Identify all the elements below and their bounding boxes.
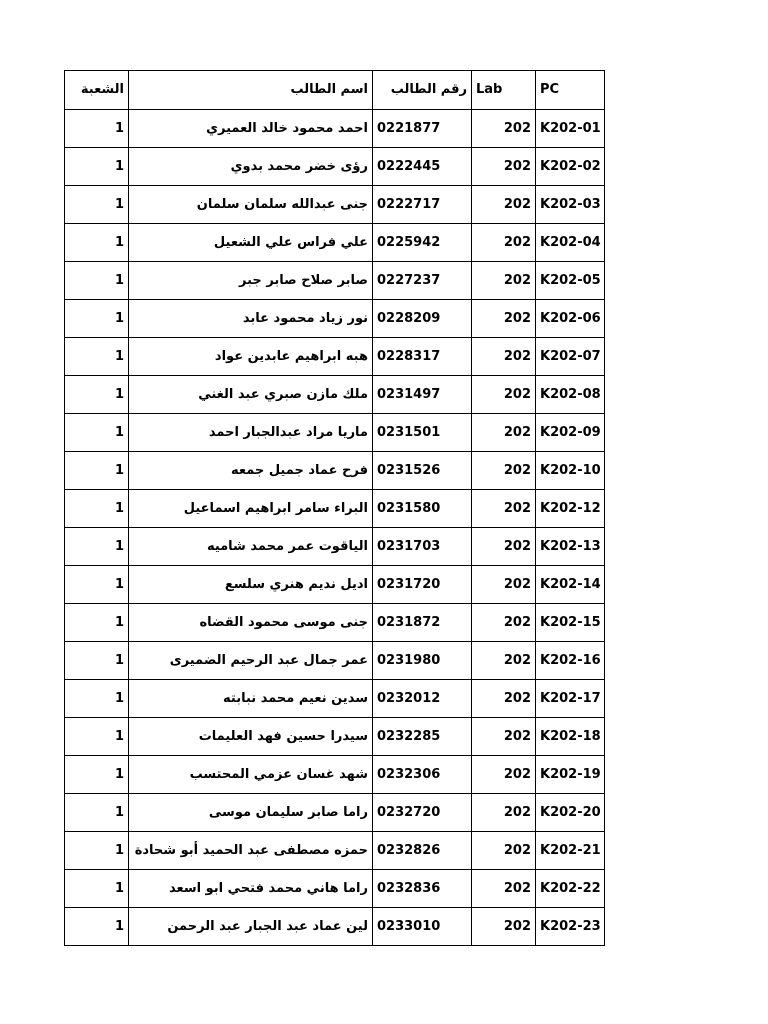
cell-lab: 202 (472, 566, 536, 604)
cell-lab: 202 (472, 490, 536, 528)
table-row (65, 300, 605, 338)
cell-lab: 202 (472, 832, 536, 870)
table-header-row (65, 71, 605, 110)
cell-pc: K202-17 (536, 680, 605, 718)
cell-student-id: 0231526 (373, 452, 472, 490)
cell-lab: 202 (472, 528, 536, 566)
cell-student-id: 0231720 (373, 566, 472, 604)
table-row (65, 338, 605, 376)
table-row (65, 414, 605, 452)
cell-student-name: جنى عبدالله سلمان سلمان (129, 186, 373, 224)
cell-shuba: 1 (65, 376, 129, 414)
cell-lab: 202 (472, 414, 536, 452)
cell-pc: K202-12 (536, 490, 605, 528)
cell-student-id: 0228209 (373, 300, 472, 338)
cell-student-id: 0232306 (373, 756, 472, 794)
cell-lab: 202 (472, 186, 536, 224)
cell-lab: 202 (472, 794, 536, 832)
table-row (65, 110, 605, 148)
cell-shuba: 1 (65, 832, 129, 870)
table-row (65, 452, 605, 490)
cell-pc: K202-22 (536, 870, 605, 908)
cell-student-id: 0233010 (373, 908, 472, 946)
cell-lab: 202 (472, 756, 536, 794)
cell-pc: K202-04 (536, 224, 605, 262)
cell-lab: 202 (472, 452, 536, 490)
cell-pc: K202-14 (536, 566, 605, 604)
cell-lab: 202 (472, 870, 536, 908)
cell-shuba: 1 (65, 148, 129, 186)
cell-student-id: 0231872 (373, 604, 472, 642)
cell-student-id: 0222717 (373, 186, 472, 224)
cell-pc: K202-21 (536, 832, 605, 870)
cell-lab: 202 (472, 224, 536, 262)
cell-lab: 202 (472, 604, 536, 642)
cell-student-id: 0231497 (373, 376, 472, 414)
cell-student-name: فرح عماد جميل جمعه (129, 452, 373, 490)
header-lab: Lab (472, 71, 536, 110)
cell-student-name: راما هاني محمد فتحي ابو اسعد (129, 870, 373, 908)
cell-shuba: 1 (65, 338, 129, 376)
cell-lab: 202 (472, 718, 536, 756)
student-lab-table (64, 70, 605, 946)
cell-student-id: 0232012 (373, 680, 472, 718)
table-row (65, 756, 605, 794)
cell-lab: 202 (472, 908, 536, 946)
cell-shuba: 1 (65, 908, 129, 946)
cell-student-name: صابر صلاح صابر جبر (129, 262, 373, 300)
cell-student-name: ملك مازن صبري عبد الغني (129, 376, 373, 414)
cell-pc: K202-10 (536, 452, 605, 490)
header-student-name: اسم الطالب (129, 71, 373, 110)
table-row (65, 604, 605, 642)
cell-student-id: 0222445 (373, 148, 472, 186)
cell-pc: K202-13 (536, 528, 605, 566)
cell-shuba: 1 (65, 718, 129, 756)
cell-shuba: 1 (65, 224, 129, 262)
table-row (65, 832, 605, 870)
cell-student-name: البراء سامر ابراهيم اسماعيل (129, 490, 373, 528)
cell-student-name: جنى موسى محمود القضاه (129, 604, 373, 642)
cell-student-name: نور زياد محمود عابد (129, 300, 373, 338)
cell-shuba: 1 (65, 642, 129, 680)
cell-shuba: 1 (65, 300, 129, 338)
table-row (65, 680, 605, 718)
table-row (65, 148, 605, 186)
cell-pc: K202-09 (536, 414, 605, 452)
cell-lab: 202 (472, 262, 536, 300)
table-row (65, 642, 605, 680)
cell-student-id: 0227237 (373, 262, 472, 300)
cell-lab: 202 (472, 376, 536, 414)
cell-shuba: 1 (65, 490, 129, 528)
cell-shuba: 1 (65, 262, 129, 300)
cell-pc: K202-01 (536, 110, 605, 148)
cell-student-id: 0232720 (373, 794, 472, 832)
cell-student-id: 0221877 (373, 110, 472, 148)
cell-lab: 202 (472, 642, 536, 680)
cell-pc: K202-03 (536, 186, 605, 224)
table-row (65, 908, 605, 946)
cell-student-name: سيدرا حسين فهد العليمات (129, 718, 373, 756)
header-pc: PC (536, 71, 605, 110)
cell-shuba: 1 (65, 110, 129, 148)
cell-pc: K202-16 (536, 642, 605, 680)
cell-pc: K202-08 (536, 376, 605, 414)
cell-shuba: 1 (65, 604, 129, 642)
cell-pc: K202-15 (536, 604, 605, 642)
cell-student-name: علي فراس علي الشعيل (129, 224, 373, 262)
header-shuba: الشعبة (65, 71, 129, 110)
table-row (65, 186, 605, 224)
cell-student-id: 0231580 (373, 490, 472, 528)
cell-pc: K202-20 (536, 794, 605, 832)
cell-pc: K202-07 (536, 338, 605, 376)
cell-student-name: عمر جمال عبد الرحيم الضميرى (129, 642, 373, 680)
cell-student-name: راما صابر سليمان موسى (129, 794, 373, 832)
cell-pc: K202-19 (536, 756, 605, 794)
table-row (65, 566, 605, 604)
header-student-id: رقم الطالب (373, 71, 472, 110)
cell-student-name: اديل نديم هنري سلسع (129, 566, 373, 604)
table-row (65, 224, 605, 262)
cell-pc: K202-05 (536, 262, 605, 300)
table-row (65, 794, 605, 832)
cell-student-name: لين عماد عبد الجبار عبد الرحمن (129, 908, 373, 946)
table-row (65, 490, 605, 528)
table-row (65, 262, 605, 300)
cell-pc: K202-23 (536, 908, 605, 946)
cell-shuba: 1 (65, 414, 129, 452)
cell-shuba: 1 (65, 452, 129, 490)
cell-lab: 202 (472, 148, 536, 186)
cell-student-id: 0231980 (373, 642, 472, 680)
cell-student-id: 0232836 (373, 870, 472, 908)
table-row (65, 870, 605, 908)
cell-student-id: 0232826 (373, 832, 472, 870)
cell-shuba: 1 (65, 566, 129, 604)
cell-lab: 202 (472, 680, 536, 718)
cell-student-name: سدين نعيم محمد نبابته (129, 680, 373, 718)
cell-student-id: 0231501 (373, 414, 472, 452)
cell-student-id: 0228317 (373, 338, 472, 376)
cell-pc: K202-06 (536, 300, 605, 338)
cell-student-name: الياقوت عمر محمد شاميه (129, 528, 373, 566)
cell-lab: 202 (472, 110, 536, 148)
cell-student-name: هبه ابراهيم عابدين عواد (129, 338, 373, 376)
cell-student-id: 0232285 (373, 718, 472, 756)
table-body (65, 71, 605, 946)
cell-lab: 202 (472, 300, 536, 338)
cell-lab: 202 (472, 338, 536, 376)
cell-student-id: 0231703 (373, 528, 472, 566)
cell-shuba: 1 (65, 680, 129, 718)
cell-student-name: شهد غسان عزمي المحتسب (129, 756, 373, 794)
cell-student-name: ماريا مراد عبدالجبار احمد (129, 414, 373, 452)
table-row (65, 718, 605, 756)
cell-shuba: 1 (65, 186, 129, 224)
cell-student-name: رؤى خضر محمد بدوي (129, 148, 373, 186)
cell-pc: K202-02 (536, 148, 605, 186)
cell-shuba: 1 (65, 870, 129, 908)
table-row (65, 528, 605, 566)
cell-shuba: 1 (65, 794, 129, 832)
cell-shuba: 1 (65, 528, 129, 566)
cell-student-name: حمزه مصطفى عبد الحميد أبو شحادة (129, 832, 373, 870)
cell-shuba: 1 (65, 756, 129, 794)
cell-pc: K202-18 (536, 718, 605, 756)
cell-student-id: 0225942 (373, 224, 472, 262)
cell-student-name: احمد محمود خالد العميري (129, 110, 373, 148)
table-row (65, 376, 605, 414)
